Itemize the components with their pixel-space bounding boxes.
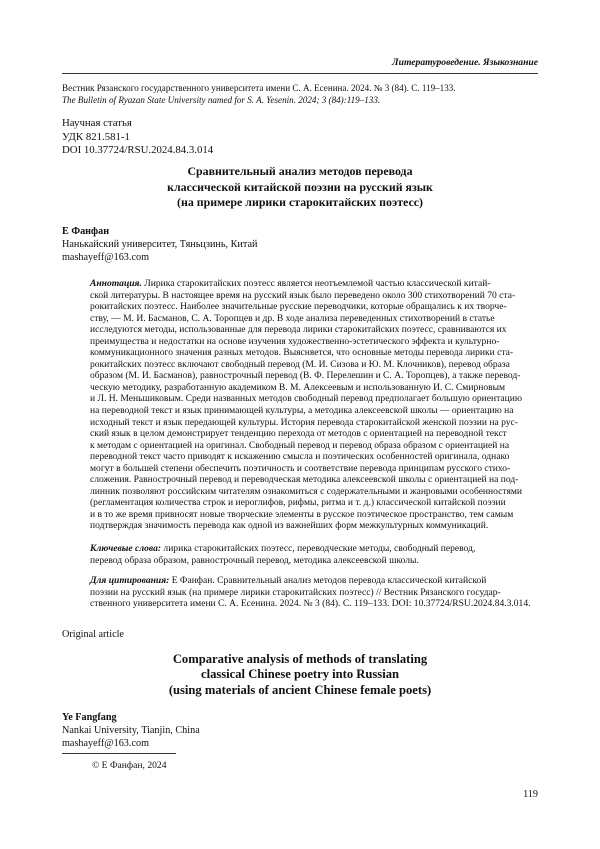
abstract-line: и Л. Н. Меньшиковым. Среди названных методов свободный перевод предполагает большую ориентацию	[90, 393, 523, 405]
abstract-line: переводной текст часто приводят к искажению смысла и поэтических особенностей оригинала, однако	[90, 451, 510, 463]
abstract-line: ской литературы. В настоящее время на русский язык было переведено около 300 стихотворений 70 ста-	[90, 289, 516, 301]
doi: DOI 10.37724/RSU.2024.84.3.014	[62, 144, 214, 157]
source-info	[62, 83, 550, 106]
title-en-line: Comparative analysis of methods of translating	[172, 652, 428, 666]
title-ru-line: классической китайской поэзии на русский язык	[167, 179, 433, 194]
abstract-line: сложения. Равнострочный перевод и переводческая методика алексеевской школы с ориентацией на под-	[90, 474, 519, 486]
keywords-first-line	[90, 543, 538, 555]
author-block-en	[62, 712, 200, 750]
citation-line: поэзии на русский язык (на примере лирики старокитайских поэтесс) // Вестник Рязанского государ-	[90, 586, 501, 598]
citation-line: ственного университета имени С. А. Есенина. 2024. № 3 (84). С. 119–133. DOI: 10.37724/RSU.2024.84.3.014.	[90, 598, 531, 610]
keywords-line: перевод образа образом, равнострочный перевод, методика алексеевской школы.	[90, 554, 419, 566]
author-block-ru	[62, 226, 257, 264]
citation	[90, 575, 538, 610]
author-email: mashayeff@163.com	[62, 251, 149, 263]
title-ru-line: (на примере лирики старокитайских поэтесс)	[177, 195, 423, 210]
author-affiliation-en: Nankai University, Tianjin, China	[62, 724, 200, 736]
author-email-en: mashayeff@163.com	[62, 737, 149, 749]
keywords-line: лирика старокитайских поэтесс, переводческие методы, свободный перевод,	[161, 543, 476, 554]
citation-line: Е Фанфан. Сравнительный анализ методов перевода классической китайской	[169, 575, 487, 586]
abstract-line: ческую методику, разработанную академиком В. М. Алексеевым и использованную И. С. Смирновым	[90, 381, 506, 393]
abstract-line: подтверждая значимость перевода как одной из важнейших форм межкультурных коммуникаций.	[90, 520, 489, 532]
title-en-line: (using materials of ancient Chinese female poets)	[168, 682, 432, 697]
abstract-line: исследуются методы, использованные для перевода лирики старокитайских поэтесс, сравниваются их	[90, 324, 507, 336]
header-rule	[62, 73, 538, 74]
abstract-line: рокитайских поэтесс включают свободный перевод (М. И. Сизова и Ю. М. Клочников), перевод образа	[90, 358, 510, 370]
title-en-line: classical Chinese poetry into Russian	[200, 667, 399, 682]
abstract-label: Аннотация.	[90, 278, 142, 289]
article-type-en: Original article	[62, 629, 124, 640]
abstract-line: на переводной текст и язык принимающей культуры, а методика алексеевской школы — ориентацию на	[90, 405, 514, 417]
abstract-line: ству, — М. И. Басманов, С. А. Торопцев и др. В ходе анализа переведенных стихотворений в статье	[90, 312, 495, 324]
author-name-en: Ye Fangfang	[62, 712, 117, 723]
copyright-notice: © Е Фанфан, 2024	[92, 760, 167, 771]
abstract-line: коммуникационного значения разных методов. Выясняется, что основные методы перевода лирики ста-	[90, 347, 514, 359]
abstract-line: и в то же время привносят новые творческие элементы в русское поэтическое пространство, тем самым	[90, 508, 514, 520]
running-head: Литературоведение. Языкознание	[392, 57, 538, 68]
article-title-ru	[62, 164, 538, 211]
abstract-line: ский язык в целом демонстрирует тенденцию перехода от методов с ориентацией на переводной текст	[90, 428, 507, 440]
udc-code: УДК 821.581-1	[62, 130, 130, 143]
source-en: The Bulletin of Ryazan State University named for S. A. Yesenin. 2024; 3 (84):119–133.	[62, 94, 381, 105]
footnote-rule	[62, 753, 176, 754]
title-ru-line: Сравнительный анализ методов перевода	[187, 164, 413, 178]
abstract-line: (регламентация количества строк и иероглифов, рифмы, ритма и т. д.) классической китайской поэзии	[90, 497, 506, 509]
keywords-label: Ключевые слова:	[90, 543, 162, 554]
author-name: Е Фанфан	[62, 226, 110, 237]
source-ru: Вестник Рязанского государственного университета имени С. А. Есенина. 2024. № 3 (84). С. 119–133.	[62, 83, 456, 93]
abstract-line: исходный текст и язык передающей культуры. История перевода старокитайской женской поэзии на рус-	[90, 416, 518, 428]
abstract-line: Лирика старокитайских поэтесс является неотъемлемой частью классической китай-	[141, 278, 491, 289]
article-type: Научная статья	[62, 117, 132, 129]
abstract-line: образом (М. И. Басманов), равнострочный перевод (В. Ф. Перелешин и С. А. Торопцев), а также перевод-	[90, 370, 521, 382]
abstract-line: могут в большей степени обеспечить поэтичность и соответствие перевода принципам русского стихо-	[90, 462, 511, 474]
article-title-en	[62, 652, 538, 698]
page-number: 119	[523, 789, 538, 800]
abstract-line: рокитайских поэтесс. Наиболее значительные русские переводчики, которые обращались к их творче-	[90, 301, 507, 313]
abstract-line: к методам с ориентацией на оригинал. Свободный перевод и перевод образа образом с ориентацией на	[90, 439, 510, 451]
abstract	[90, 278, 538, 532]
citation-first-line	[90, 575, 538, 587]
article-meta	[62, 117, 213, 158]
keywords	[90, 543, 538, 566]
citation-label: Для цитирования:	[90, 575, 170, 586]
abstract-first-line	[90, 278, 538, 290]
abstract-line: линник позволяют российским читателям ознакомиться с содержательными и жанровыми особенностями	[90, 485, 522, 497]
abstract-line: преимущества и недостатки на основе изучения художественно-эстетического эффекта и культурно-	[90, 335, 500, 347]
author-affiliation: Нанькайский университет, Тяньцзинь, Китай	[62, 238, 258, 250]
